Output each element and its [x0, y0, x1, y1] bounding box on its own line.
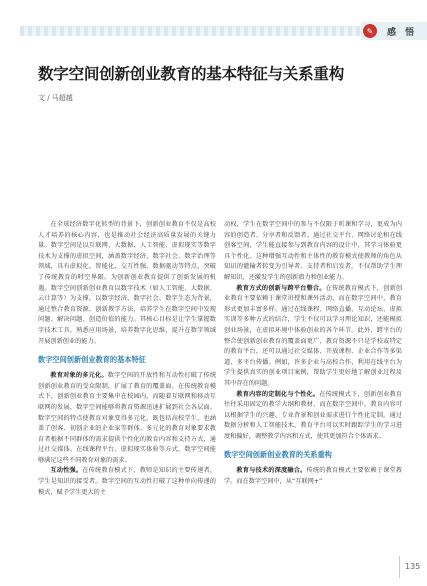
paragraph [224, 390, 402, 443]
header-bar [0, 22, 427, 40]
section-label: 感 悟 [387, 27, 418, 38]
article-title: 数字空间创新创业教育的基本特征与关系重构 [38, 64, 345, 83]
page-number: 135 [405, 562, 421, 571]
paragraph-lead: 教育方式的创新与跨平台整合。 [236, 284, 326, 292]
paragraph-body: 数字空间的开放性和互动性打破了传统创新创业教育的受众限制，扩展了教育的覆盖面。在传统教育模式下，创新创业教育主要集中在校园内，而随着互联网和移动互联网的发展，数字空间能够将教育资源迅速扩展到社会各层面。数字空间的特点使教育对象变得多元化，既包括高校学生，也涵盖了创客、初创企业的企业家等群体。多元化的教育对象要求教育者根据不同群体的需求提供个性化的教育内容和支持方式，通过社交媒体、在线课程平台、虚拟现实体验等方式，数字空间能够满足这些不同教育对象的需求。 [38, 372, 217, 464]
paragraph-lead: 教育与技术的深度融合。 [236, 467, 307, 475]
paragraph-body: 传统的教育模式主要依赖于课堂教学。而在数字空间中，从“互联网+” [224, 467, 403, 486]
paragraph: 动权，学生在数字空间中的参与不仅限于听课和学习，更成为内容的创造者、分享者和反馈者。通过社交平台、网络讨论和在线创客空间，学生能直接参与到教育内容的设计中，其学习体验更具个性化。这种增强互动性和主体性的教育模式使教师的角色从知识的灌输者转变为引导者、支持者和启发者。不仅帮助学生理解知识，还激发学生的创新潜力和创业能力。 [224, 221, 402, 281]
paragraph [38, 371, 216, 466]
section-heading: 数字空间创新创业教育的基本特征 [38, 355, 146, 365]
paragraph [224, 284, 402, 390]
paragraph-body: 在传统模式下，创新创业教育往往采用固定的教学大纲和教材，而在数字空间中，教育内容可以根据学生的兴趣、专业背景和创业需求进行个性化定制。通过数据分析和人工智能技术，教育平台可以实时跟踪学生的学习进度和偏好，调整教学内容和方式，使其更加符合个体需求。 [224, 390, 403, 440]
paragraph-lead: 教育对象的多元化。 [50, 372, 108, 380]
left-column [38, 220, 216, 498]
paragraph [224, 466, 402, 487]
paragraph: 在全球经济数字化转型的背景下，创新创业教育不仅是高校人才培养的核心内容，也是推动社会经济高质量发展的关键力量。数字空间是以互联网、大数据、人工智能、虚拟现实等数字技术为支撑的虚拟空间，涵盖数字经济、数字社会、数字治理等领域，具有虚拟化、智能化、交互性强、数据驱动等特点，突破了传统教育的时空界限。为创新创业教育提供了创新发展的机遇。数字空间创新创业教育以数字技术（如人工智能、大数据、云计算等）为支撑，以数字经济、数字社会、数字生态为背景，通过整合教育资源、创新教学方法，培养学生在数字空间中发现问题、解决问题、创造价值的能力。其核心目标是让学生掌握数字技术工具，熟悉应用场景，培养数字化思维，提升在数字领域开展创新创业的能力。 [38, 221, 216, 345]
section-badge-icon: ✎ [363, 24, 377, 38]
section-heading: 数字空间创新创业教育的关系重构 [224, 450, 332, 460]
right-column [224, 220, 402, 488]
paragraph-body: 在传统教育模式下，创新创业教育主要依赖于课堂讲授和课外活动，而在数字空间中，教育形式更加丰富多样。通过在线课程、网络直播、互动论坛、虚拟实训等多种方式的结合，学生不仅可以学习理论知识，还能模拟创业场景，在虚拟环境中体验创业的各个环节。此外，跨平台的整合使创新创业教育的覆盖面更广，教育资源不只是学校或特定的教育平台，还可以通过社交媒体、开放课程、企业合作等多渠道、多平台传播。例如，许多企业与高校合作，利用在线平台为学生提供真实的创业项目案例，帮助学生更好地了解创业过程及其中存在的问题。 [224, 284, 403, 387]
paragraph-lead: 教育内容的定制化与个性化。 [236, 390, 320, 398]
paragraph [38, 466, 216, 498]
page-number-divider [399, 556, 400, 578]
paragraph-lead: 互动性强。 [50, 467, 83, 475]
paragraph-body: 在传统教育模式下，教师是知识的主要传递者，学生是知识的接受者。数字空间的互动性打破了这种单向传递的模式，赋予学生更大的主 [38, 467, 217, 496]
article-author: 文 / 马超越 [38, 94, 73, 102]
section-tag [361, 22, 427, 40]
